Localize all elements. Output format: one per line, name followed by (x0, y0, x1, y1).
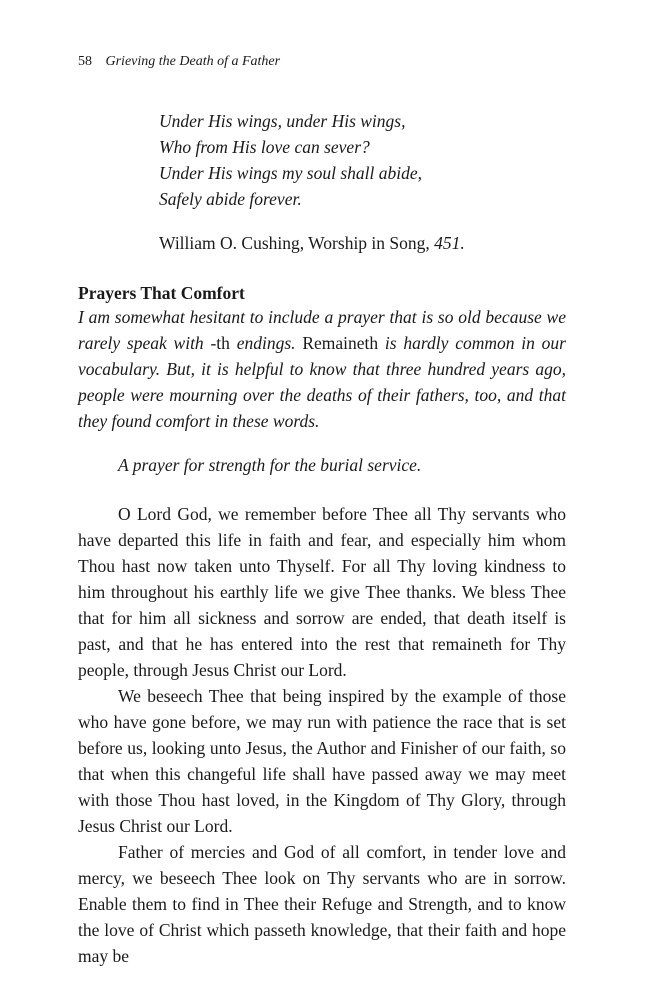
prayer-paragraph: We beseech Thee that being inspired by the example of those who have gone before, we may run with patience the race that is set before us, looking unto Jesus, the Author and Finisher of our faith, so that when this changeful life shall have passed away we may meet with those Thou hast loved, in the Kingdom of Thy Glory, through Jesus Christ our Lord. (78, 686, 566, 836)
verse-line: Who from His love can sever? (159, 137, 370, 157)
intro-text: endings. (229, 333, 303, 353)
intro-text: I am somewhat hesitant to include a prayer that is so old because we rarely speak with (78, 307, 566, 353)
hymn-verse (159, 108, 579, 212)
attribution-text: William O. Cushing, Worship in Song, (159, 233, 435, 253)
running-head (78, 53, 280, 71)
hymn-attribution (159, 230, 465, 256)
book-title: Grieving the Death of a Father (105, 54, 281, 69)
section-intro (78, 304, 566, 434)
prayer-title: A prayer for strength for the burial service. (118, 455, 422, 475)
intro-text-roman: -th (210, 333, 230, 353)
page-number: 58 (78, 54, 92, 69)
section-heading: Prayers That Comfort (78, 283, 245, 303)
attribution-number: 451. (434, 233, 465, 253)
intro-text: is hardly common in our vocabulary. But, it is helpful to know that three hundred years ago, people were mourning over the deaths of their fathers, too, and that they found comfort in these words. (78, 333, 566, 431)
prayer-body (78, 501, 566, 969)
intro-text-roman: Remaineth (302, 333, 379, 353)
verse-line: Under His wings my soul shall abide, (159, 163, 422, 183)
prayer-paragraph: O Lord God, we remember before Thee all Thy servants who have departed this life in faith and fear, and especially him whom Thou hast now taken unto Thyself. For all Thy loving kindness to him throughout his earthly life we give Thee thanks. We bless Thee that for him all sickness and sorrow are ended, that death itself is past, and that he has entered into the rest that remaineth for Thy people, through Jesus Christ our Lord. (78, 504, 566, 680)
prayer-paragraph: Father of mercies and God of all comfort, in tender love and mercy, we beseech Thee look on Thy servants who are in sorrow. Enable them to find in Thee their Refuge and Strength, and to know the love of Christ which passeth knowledge, that their faith and hope may be (78, 842, 566, 966)
verse-line: Under His wings, under His wings, (159, 111, 406, 131)
verse-line: Safely abide forever. (159, 189, 302, 209)
